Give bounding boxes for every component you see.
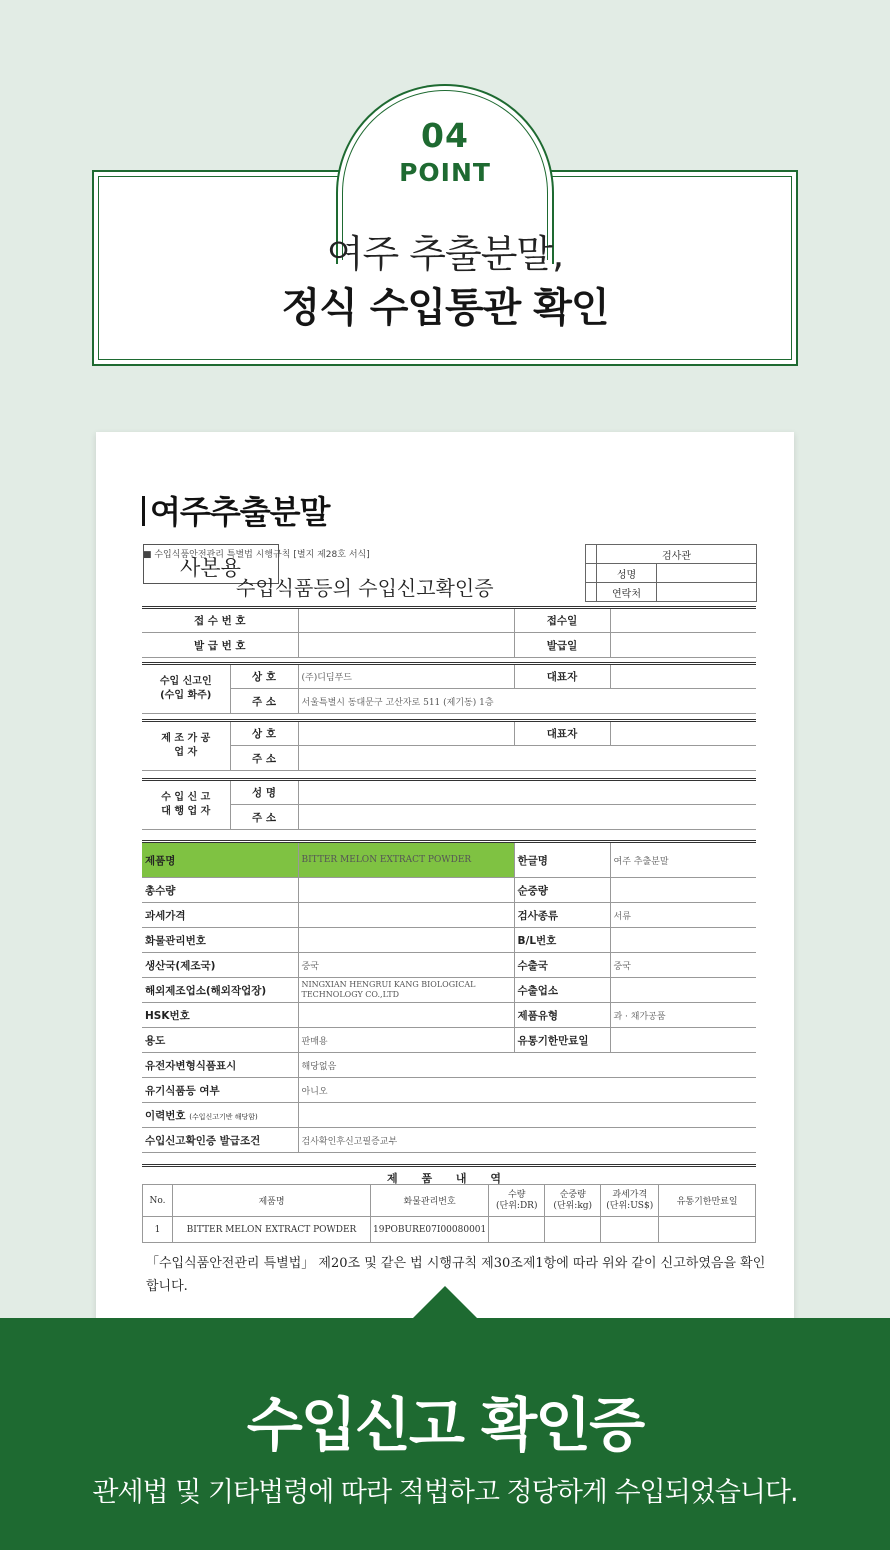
table-row: 1 BITTER MELON EXTRACT POWDER 19POBURE07I00080001 xyxy=(143,1217,756,1243)
form-reference: ■ 수입식품안전관리 특별법 시행규칙 [별지 제28호 서식] xyxy=(143,550,370,560)
banner-title: 수입신고 확인증 xyxy=(246,1391,644,1459)
manufacturer-table: 제 조 가 공 업 자 상 호 대표자 주 소 xyxy=(142,719,756,771)
point-label: POINT xyxy=(399,158,491,187)
banner-subtitle: 관세법 및 기타법령에 따라 적법하고 정당하게 수입되었습니다. xyxy=(92,1477,798,1508)
point-number: 04 xyxy=(421,116,469,155)
document-title: 여주추출분말 xyxy=(142,487,329,533)
receipt-table: 접 수 번 호 접수일 발 급 번 호 발급일 xyxy=(142,606,756,658)
copy-stamp: 사본용 xyxy=(180,556,241,580)
certificate-document xyxy=(96,432,794,1322)
items-table: No. 제품명 화물관리번호 수량 (단위:DR) 순중량 (단위:kg) 과세가격 (단위:US$) 유통기한만료일 1 BITTER MELON EXTRACT POWDER 19POBURE07I00080001 xyxy=(142,1184,756,1243)
product-fields-table: 제품명 BITTER MELON EXTRACT POWDER 한글명 여주 추출분말 총수량 순중량 과세가격 검사종류 서류 화물관리번호 B/L번호 생산국(제조국) 중국 수출국 중국 해외제조업소(해외작업장) NINGXIAN HENGRUI KANG BIOLOGICAL TECHNOLOGY CO.,LTD 수출업소 HSK번호 제품유형 과 · 채가공품 용도 판매용 유통기한만료일 유전자변형식품표시 해당없음 유기식품등 여부 아니오 이력번호 (수입신고기반 해당함) 수입신고확인증 발급조건 검사확인후신고필증교부 xyxy=(142,840,756,1153)
headline-line1: 여주 추출분말, xyxy=(326,232,564,276)
inspector-table: 검사관 성명 연락처 xyxy=(585,544,757,602)
agent-table: 수 입 신 고 대 행 업 자 성 명 주 소 xyxy=(142,778,756,830)
form-title: 수입식품등의 수입신고확인증 xyxy=(236,576,494,600)
headline-line2: 정식 수입통관 확인 xyxy=(281,285,609,331)
items-section-title: 제 품 내 역 xyxy=(142,1164,756,1186)
confirmation-statement: 「수입식품안전관리 특별법」 제20조 및 같은 법 시행규칙 제30조제1항에 따라 위와 같이 신고하였음을 확인합니다. xyxy=(146,1256,766,1294)
band-notch xyxy=(412,1286,478,1319)
importer-table: 수입 신고인 (수입 화주) 상 호 (주)디딤푸드 대표자 주 소 서울특별시 동대문구 고산자로 511 (제기동) 1층 xyxy=(142,662,756,714)
